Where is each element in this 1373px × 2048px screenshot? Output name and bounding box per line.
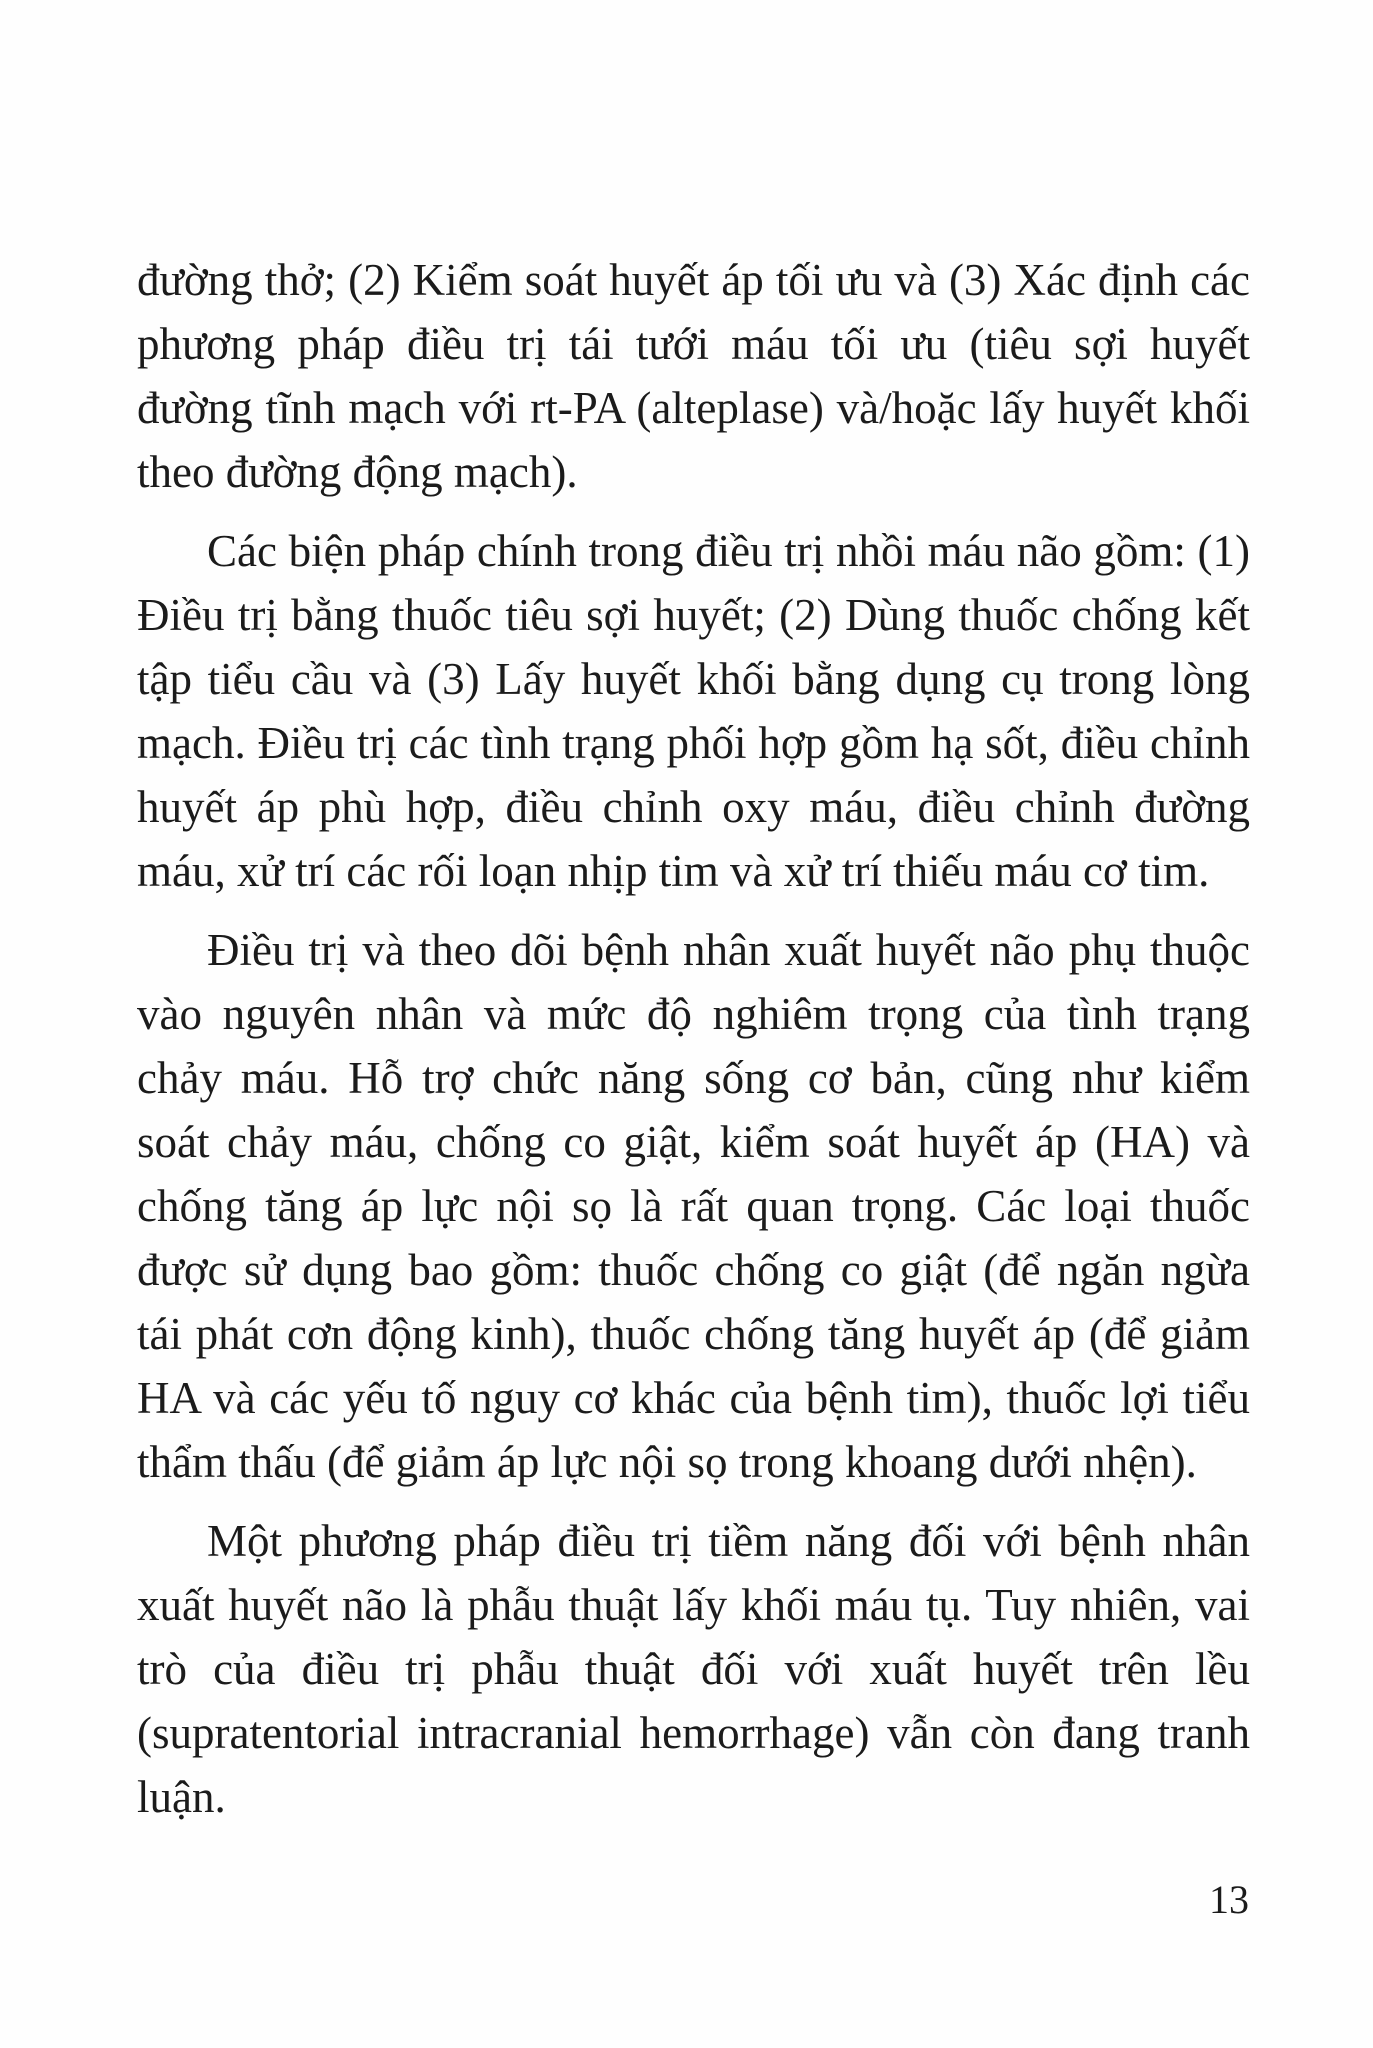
paragraph-hemorrhage-management: Điều trị và theo dõi bệnh nhân xuất huyết não phụ thuộc vào nguyên nhân và mức độ nghiêm trọng của tình trạng chảy máu. Hỗ trợ chức năng sống cơ bản, cũng như kiểm soát chảy máu, chống co giật, kiểm soát huyết áp (HA) và chống tăng áp lực nội sọ là rất quan trọng. Các loại thuốc được sử dụng bao gồm: thuốc chống co giật (để ngăn ngừa tái phát cơn động kinh), thuốc chống tăng huyết áp (để giảm HA và các yếu tố nguy cơ khác của bệnh tim), thuốc lợi tiểu thẩm thấu (để giảm áp lực nội sọ trong khoang dưới nhện). (137, 925, 1250, 1487)
paragraph-surgical-treatment: Một phương pháp điều trị tiềm năng đối với bệnh nhân xuất huyết não là phẫu thuật lấy khối máu tụ. Tuy nhiên, vai trò của điều trị phẫu thuật đối với xuất huyết trên lều (supratentorial intracranial hemorrhage) vẫn còn đang tranh luận. (137, 1516, 1250, 1822)
paragraph-continuation: đường thở; (2) Kiểm soát huyết áp tối ưu và (3) Xác định các phương pháp điều trị tái tưới máu tối ưu (tiêu sợi huyết đường tĩnh mạch với rt-PA (alteplase) và/hoặc lấy huyết khối theo đường động mạch). (137, 255, 1250, 497)
body-text (137, 248, 1250, 1829)
paragraph-infarction-treatment: Các biện pháp chính trong điều trị nhồi máu não gồm: (1) Điều trị bằng thuốc tiêu sợi huyết; (2) Dùng thuốc chống kết tập tiểu cầu và (3) Lấy huyết khối bằng dụng cụ trong lòng mạch. Điều trị các tình trạng phối hợp gồm hạ sốt, điều chỉnh huyết áp phù hợp, điều chỉnh oxy máu, điều chỉnh đường máu, xử trí các rối loạn nhịp tim và xử trí thiếu máu cơ tim. (137, 526, 1250, 896)
page-number: 13 (1209, 1877, 1249, 1922)
